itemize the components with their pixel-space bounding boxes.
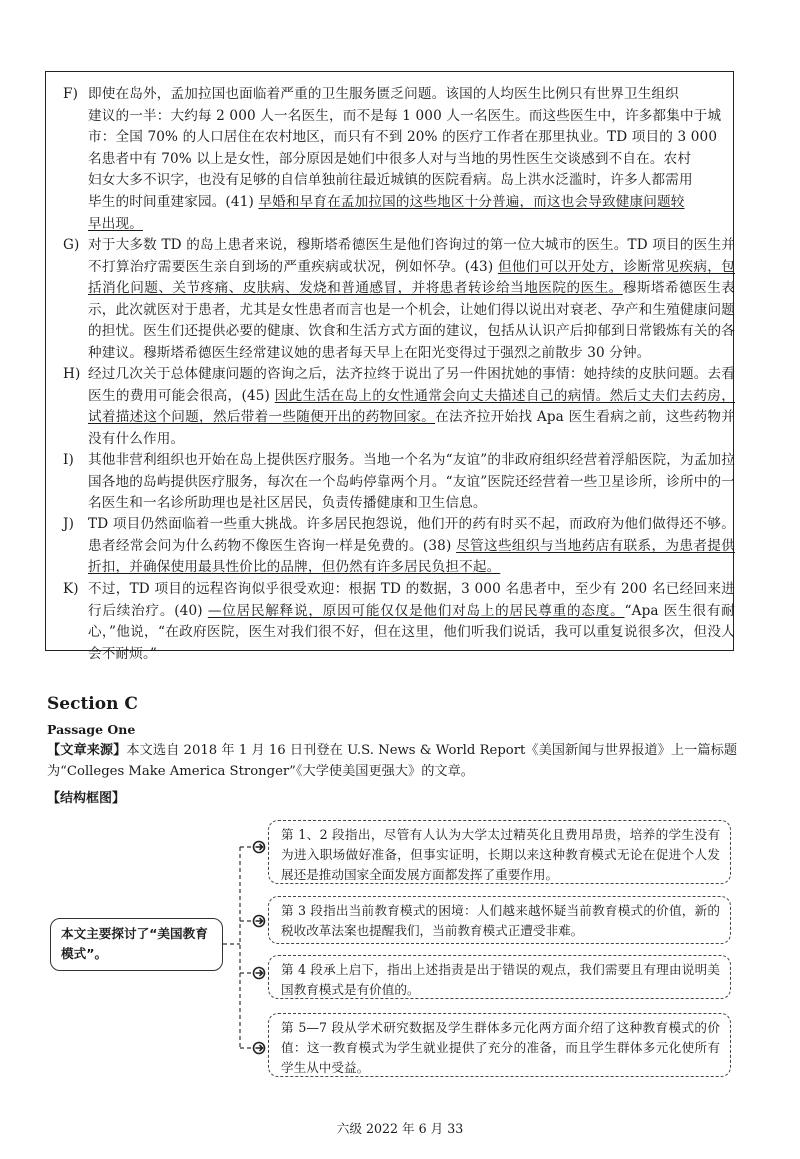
underlined-answer: —位居民解释说，原因可能仅仅是他们对岛上的居民尊重的态度。 — [207, 602, 625, 619]
paragraph-text: 穆斯塔希德医生表示，此次就医对于患者，尤其是女性患者而言也是一个机会，让她们得以说出对衰老、孕产和生殖健康问题的担忧。医生们还提供必要的健康、饮食和生活方式方面的建议，包括从认识产后抑郁到日常锻炼有关的各种建议。穆斯塔希德医生经常建议她的患者每天早上在阳光变得过于强烈之前散步 30 分钟。 — [88, 280, 735, 361]
paragraph-text: TD 项目仍然面临着一些重大挑战。许多居民抱怨说，他们开的药有时买不起，而政府为他们做得还不够。患者经常会问为什么药物不像医生咨询一样是免费的。(38) — [88, 516, 735, 554]
paragraph-label: K) — [63, 581, 79, 597]
paragraph-label: H) — [63, 366, 81, 382]
paragraph-text: 妇女大多不识字，也没有足够的自信单独前往最近城镇的医院看病。岛上洪水泛滥时，许多人都需用 — [88, 172, 693, 189]
paragraph-text: 不过，TD 项目的远程咨询似乎很受欢迎：根据 TD 的数据，3 000 名患者中，至少有 200 名已经回来进行后续治疗。(40) — [88, 581, 735, 619]
paragraph-label: G) — [63, 237, 80, 253]
underlined-answer-cont: 早出现。 — [88, 215, 143, 232]
page-footer: 六级 2022 年 6 月 33 — [336, 1121, 464, 1136]
source-text: 本文选自 2018 年 1 月 16 日刊登在 U.S. News & World Report《美国新闻与世界报道》上一篇标题为“Colleges Make America Stronger”《大学使美国更强大》的文章。 — [47, 743, 738, 779]
underlined-answer: 因此生活在岛上的女性通常会向丈夫描述自己的病情。然后丈夫们去药房，试着描述这个问题，然后带着一些随便开出的药物回家。 — [88, 387, 736, 426]
paragraph-text: 在法齐拉开始找 Apa 医生看病之前，这些药物并没有什么作用。 — [88, 409, 736, 447]
paragraph-text: 毕生的时间重建家园。(41) — [88, 193, 259, 210]
passage-heading: Passage One — [47, 722, 136, 737]
paragraph-text: 市：全国 70% 的人口居住在农村地区，而只有不到 20% 的医疗工作者在那里执业。TD 项目的 3 000 — [88, 129, 718, 146]
paragraph-text: 其他非营利组织也开始在岛上提供医疗服务。当地一个名为“友谊”的非政府组织经营着浮船医院，为孟加拉国各地的岛屿提供医疗服务，每次在一个岛屿停靠两个月。“友谊”医院还经营着一些卫星诊所，诊所中的一名医生和一名诊所助理也是社区居民，负责传播健康和卫生信息。 — [88, 452, 735, 512]
underlined-answer: 但他们可以开处方，诊断常见疾病，包括消化问题、关节疼痛、皮肤病、发烧和普通感冒，并将患者转诊给当地医院的医生。 — [88, 258, 735, 297]
main-topic-box: 本文主要探讨了“美国教育模式”。 — [50, 918, 223, 971]
arrow-circle-icons — [254, 842, 265, 1054]
structure-box-1: 第 1、2 段指出，尽管有人认为大学太过精英化且费用昂贵，培养的学生没有为进入职场做好准备，但事实证明，长期以来这种教育模式无论在促进个人发展还是推动国家全面发展方面都发挥了重要作用。 — [268, 820, 731, 884]
paragraph-text: “Apa 医生很有耐心，”他说，“在政府医院，医生对我们很不好，但在这里，他们听我们说话，我可以重复说很多次，但没人会不耐烦。” — [88, 602, 735, 662]
paragraph-text: 即使在岛外，孟加拉国也面临着严重的卫生服务匮乏问题。该国的人均医生比例只有世界卫生组织 — [88, 86, 679, 102]
structure-box-4: 第 5—7 段从学术研究数据及学生群体多元化两方面介绍了这种教育模式的价值：这一教育模式为学生就业提供了充分的准备，而且学生群体多元化使所有学生从中受益。 — [268, 1013, 731, 1077]
source-label: 【文章来源】 — [47, 743, 127, 758]
paragraph-label: J) — [63, 516, 75, 532]
underlined-answer: 尽管这些组织与当地药店有联系，为患者提供折扣，并确保使用最具性价比的品牌，但仍然有许多居民负担不起。 — [88, 537, 735, 576]
paragraph-label: I) — [63, 452, 74, 468]
paragraph-label: F) — [63, 86, 79, 102]
section-heading: Section C — [47, 694, 138, 714]
structure-diagram-title: 【结构框图】 — [47, 791, 126, 806]
structure-box-2: 第 3 段指出当前教育模式的困境：人们越来越怀疑当前教育模式的价值，新的税收改革法案也提醒我们，当前教育模式正遭受非难。 — [268, 896, 731, 944]
structure-box-3: 第 4 段承上启下，指出上述指责是出于错误的观点，我们需要且有理由说明美国教育模式是有价值的。 — [268, 955, 731, 999]
paragraph-text: 名患者中有 70% 以上是女性，部分原因是她们中很多人对与当地的男性医生交谈感到不自在。农村 — [88, 150, 692, 167]
paragraph-text: 对于大多数 TD 的岛上患者来说，穆斯塔希德医生是他们咨询过的第一位大城市的医生。TD 项目的医生并不打算治疗需要医生亲自到场的严重疾病或状况，例如怀孕。(43) — [88, 237, 735, 275]
paragraph-text: 经过几次关于总体健康问题的咨询之后，法齐拉终于说出了另一件困扰她的事情：她持续的皮肤问题。去看医生的费用可能会很高，(45) — [88, 366, 735, 404]
paragraph-text: 建议的一半：大约每 2 000 人一名医生，而不是每 1 000 人一名医生。而这些医生中，许多都集中于城 — [88, 107, 722, 124]
underlined-answer: 早婚和早育在孟加拉国的这些地区十分普遍，而这也会导致健康问题较 — [258, 193, 685, 210]
